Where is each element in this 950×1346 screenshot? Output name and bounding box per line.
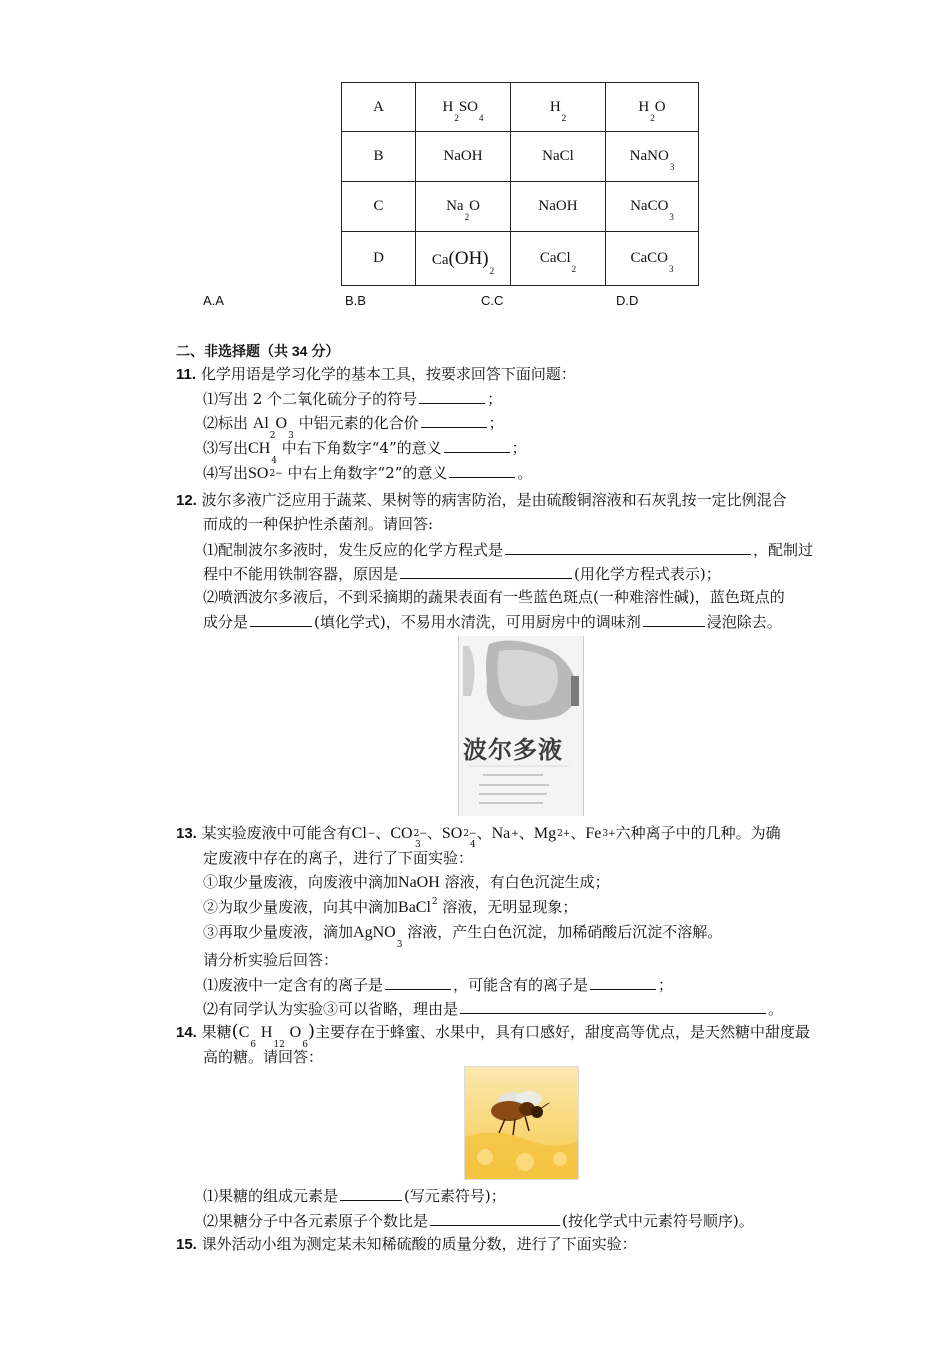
formula-cell: NaCl (511, 132, 606, 182)
section-title: 二、非选择题（共 34 分） (176, 343, 340, 359)
q12-line2: 而成的一种保护性杀菌剂。请回答: (203, 515, 434, 533)
q11-part2: ⑵标出 $Al_2O_3$ 中铝元素的化合价 ； (203, 414, 504, 441)
choice-b: B.B (345, 293, 366, 308)
formula-cell: CaCO$_3$ (606, 232, 699, 286)
table-row (342, 232, 699, 286)
answer-blank (505, 539, 751, 555)
formula-cell: NaNO$_3$ (606, 132, 699, 182)
formula-cell: NaCO$_3$ (606, 182, 699, 232)
answer-blank (449, 462, 515, 478)
ion-subscript: 4 (470, 840, 476, 850)
q12-line5: ⑵喷洒波尔多液后，不到采摘期的蔬果表面有一些蓝色斑点(一种难溶性碱)，蓝色斑点的 (203, 588, 785, 606)
q11-part3: ⑶写出$CH_4$ 中右下角数字“4”的意义 ； (203, 439, 527, 466)
q11-part4: ⑷写出SO2− 中右上角数字“2”的意义 。 (203, 464, 533, 482)
answer-blank (400, 563, 572, 579)
formula-cell: $Na_2O$ (416, 182, 511, 232)
q12-line1: 12. 波尔多液广泛应用于蔬菜、果树等的病害防治，是由硫酸铜溶液和石灰乳按一定比例混合 (176, 491, 787, 509)
q14-line1: 14. 果糖($C_6$ $H_{12}$ $O_6$)主要存在于蜂蜜、水果中，具有口感好，甜度高等优点，是天然糖中甜度最 (176, 1021, 811, 1050)
bee-icon (465, 1067, 578, 1179)
formula-cell: CaCl$_2$ (511, 232, 606, 286)
answer-blank (444, 437, 510, 453)
formula-cell: $Ca(OH)_2$ (416, 232, 511, 286)
answer-blank (250, 611, 312, 627)
bordeaux-mixture-image (458, 636, 584, 816)
answer-blank (430, 1210, 560, 1226)
choice-c: C.C (481, 293, 504, 308)
q13-step1: ①取少量废液，向废液中滴加NaOH 溶液，有白色沉淀生成； (203, 873, 610, 891)
q12-line3: ⑴配制波尔多液时，发生反应的化学方程式是 ，配制过 (203, 541, 814, 559)
options-table (341, 82, 699, 286)
answer-blank (419, 388, 485, 404)
bee-honeycomb-image (464, 1066, 579, 1180)
formula-cell: $H_2$ (511, 83, 606, 132)
q11-part1: ⑴写出 2 个二氧化硫分子的符号 ； (203, 390, 503, 408)
q13-step3: ③再取少量废液，滴加AgNO$_3$ 溶液，产生白色沉淀，加稀硝酸后沉淀不溶解。 (203, 923, 723, 950)
answer-blank (385, 974, 451, 990)
formula-cell: $H_2SO_4$ (416, 83, 511, 132)
answer-blank (421, 412, 487, 428)
table-row (342, 132, 699, 182)
q13-step2: ②为取少量废液，向其中滴加BaCl$^2$ 溶液，无明显现象； (203, 897, 578, 916)
q15-line1: 15. 课外活动小组为测定某未知稀硫酸的质量分数，进行了下面实验： (176, 1235, 637, 1253)
answer-blank (590, 974, 656, 990)
formula-cell: NaOH (416, 132, 511, 182)
q12-line4: 程中不能用铁制容器，原因是 (用化学方程式表示)； (203, 565, 721, 583)
ion-subscript: 3 (415, 840, 421, 850)
q11-stem: 11. 化学用语是学习化学的基本工具，按要求回答下面问题： (176, 365, 576, 383)
q12-line6: 成分是 (填化学式)，不易用水清洗，可用厨房中的调味剂 浸泡除去。 (203, 613, 782, 631)
choice-d: D.D (616, 293, 639, 308)
row-label: A (342, 83, 416, 132)
q13-line2: 定废液中存在的离子，进行了下面实验： (203, 849, 474, 867)
product-photo-icon (459, 636, 583, 816)
answer-blank (460, 998, 766, 1014)
row-label: C (342, 182, 416, 232)
row-label: D (342, 232, 416, 286)
choice-a: A.A (203, 293, 224, 308)
formula-cell: $H_2O$ (606, 83, 699, 132)
product-label: 波尔多液 (463, 736, 563, 764)
formula-cell: NaOH (511, 182, 606, 232)
table-row (342, 182, 699, 232)
q14-part2: ⑵果糖分子中各元素原子个数比是 (按化学式中元素符号顺序)。 (203, 1212, 754, 1230)
q13-part2: ⑵有同学认为实验③可以省略，理由是 。 (203, 1000, 784, 1018)
row-label: B (342, 132, 416, 182)
q13-part1: ⑴废液中一定含有的离子是 ，可能含有的离子是 ； (203, 976, 674, 994)
q14-part1: ⑴果糖的组成元素是 (写元素符号)； (203, 1187, 506, 1205)
answer-blank (340, 1185, 402, 1201)
q14-line2: 高的糖。请回答： (203, 1048, 324, 1066)
answer-blank (643, 611, 705, 627)
q13-line6: 请分析实验后回答： (203, 951, 339, 969)
table-row (342, 83, 699, 132)
q13-line1: 13. 某实验废液中可能含有Cl−、CO2−、SO2−、Na+、Mg2+、Fe3+六种离子中的几种。为确 (176, 824, 781, 842)
